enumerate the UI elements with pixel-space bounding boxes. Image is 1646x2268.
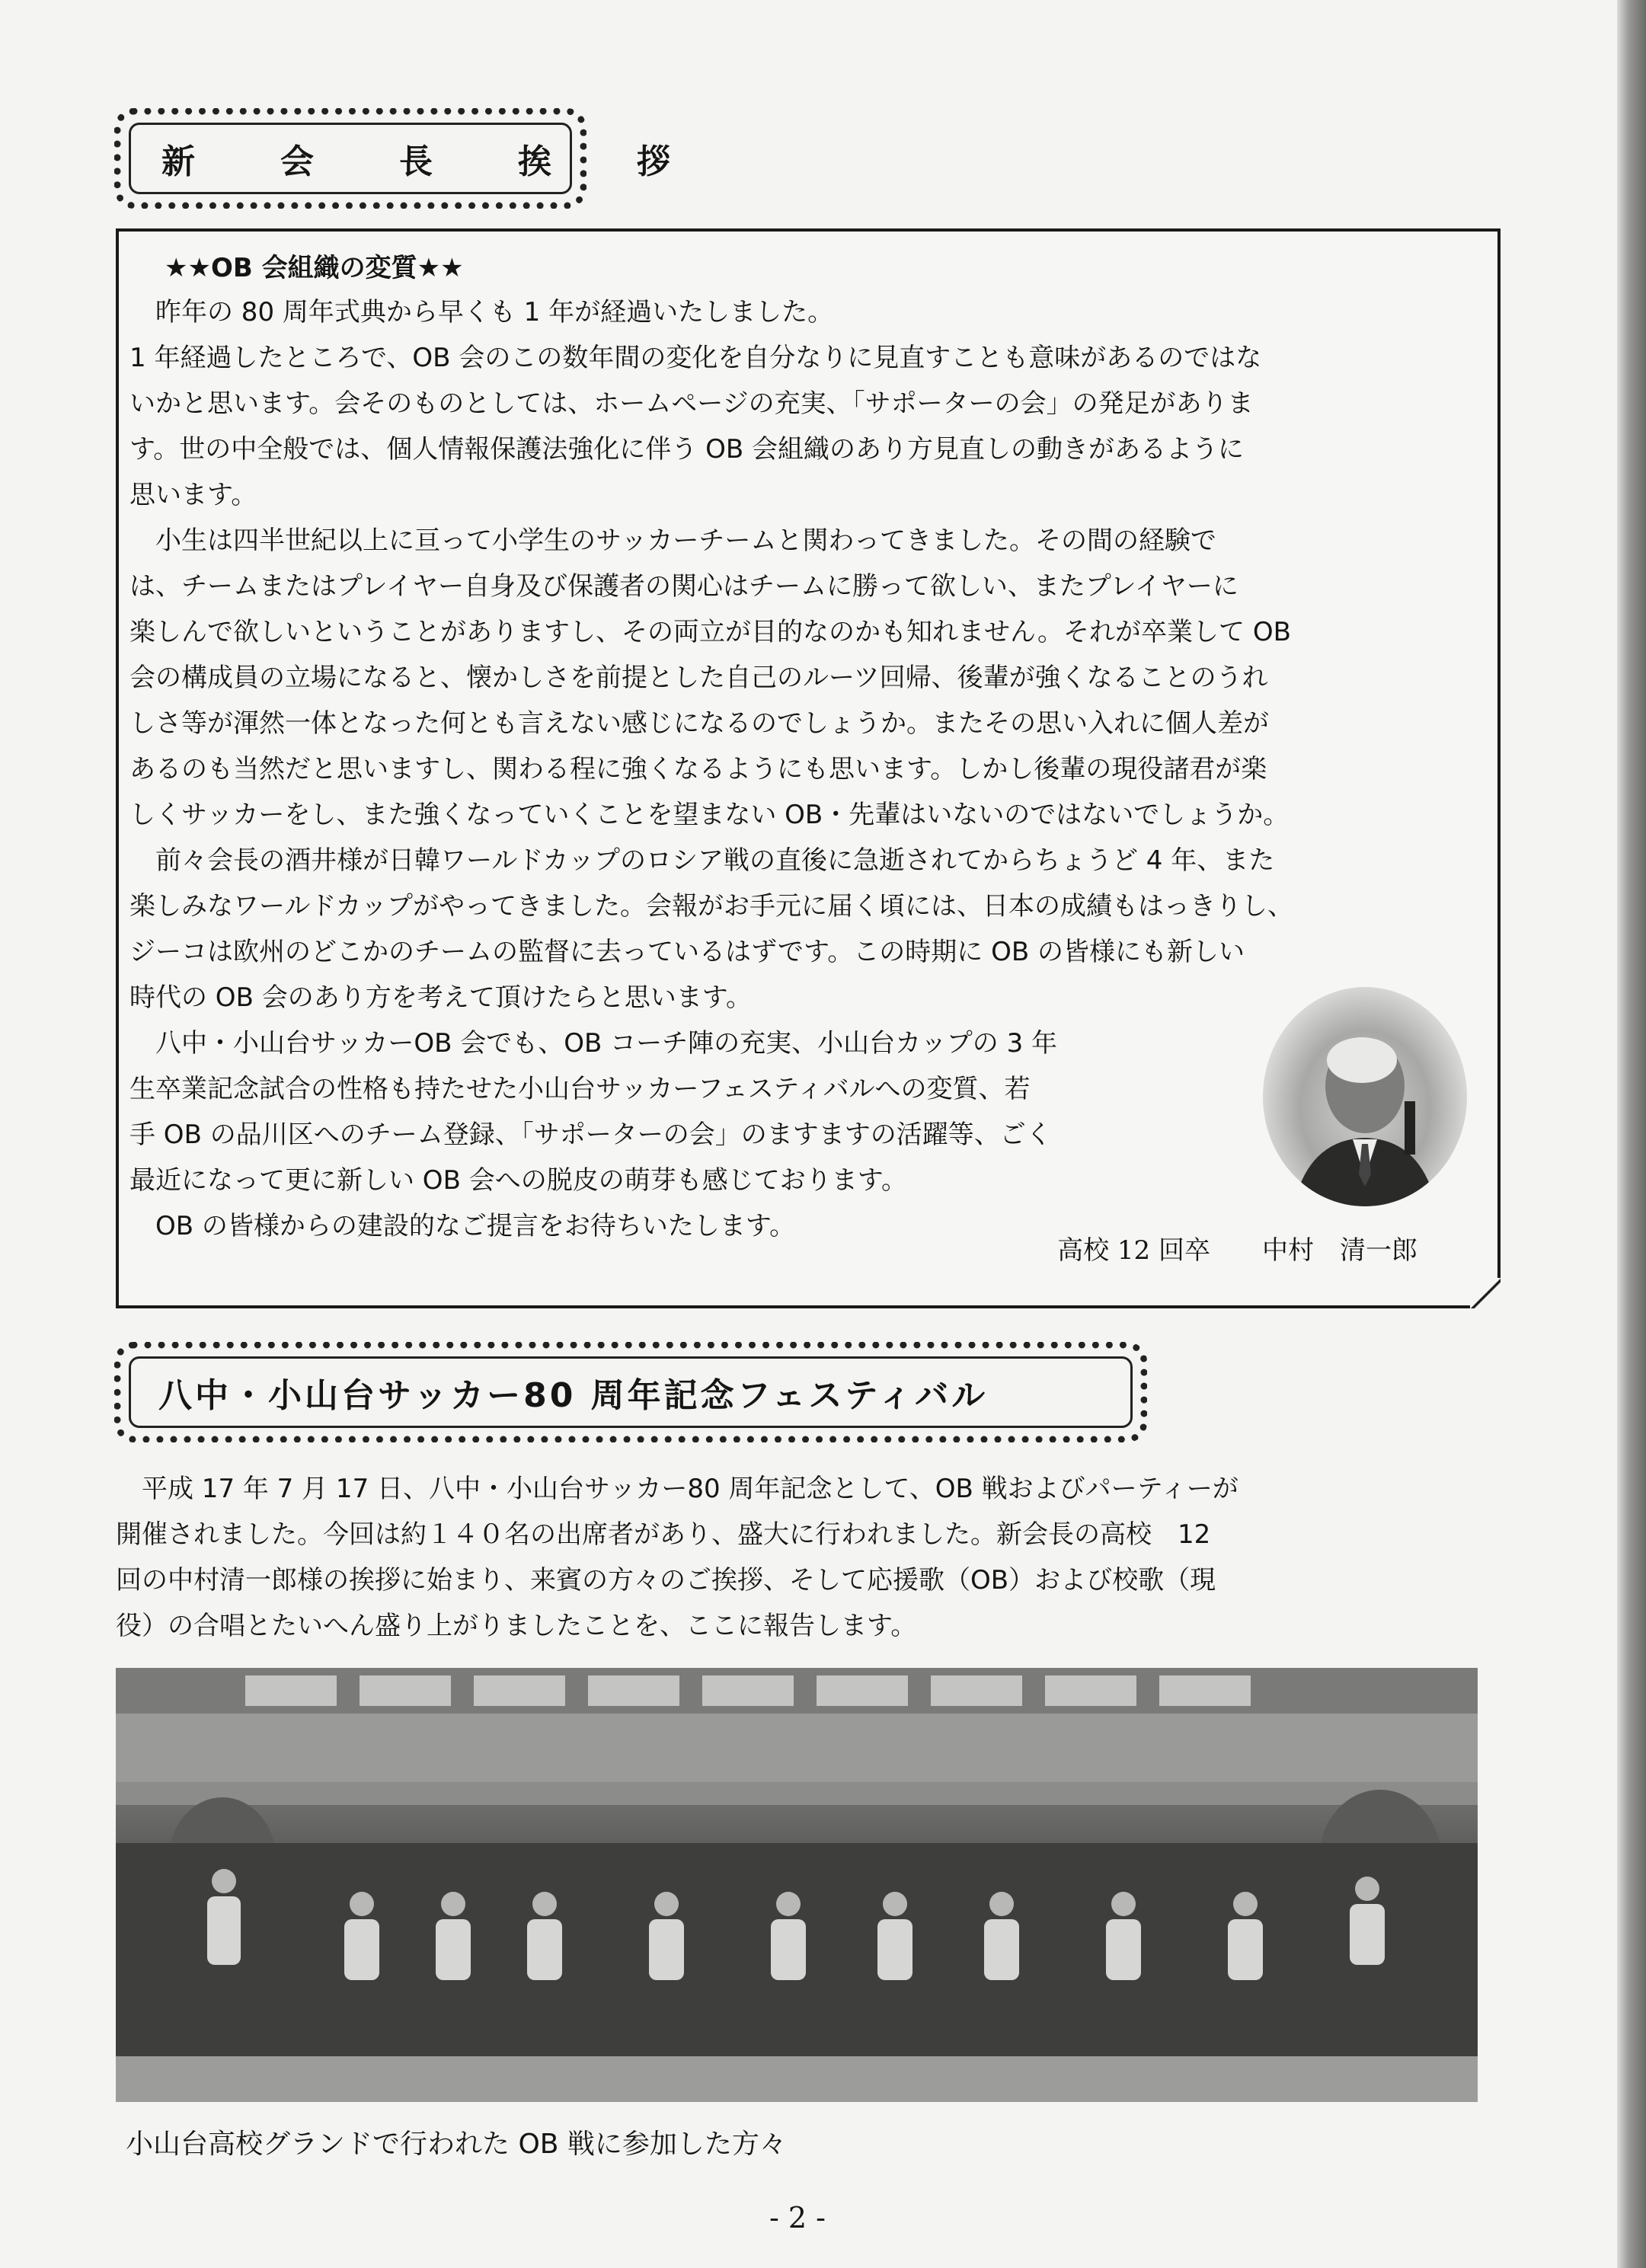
text-line: 前々会長の酒井様が日韓ワールドカップのロシア戦の直後に急逝されてからちょうど 4 年、また xyxy=(129,845,1275,876)
text-line: しくサッカーをし、また強くなっていくことを望まない OB・先輩はいないのではないでしょうか。 xyxy=(129,800,1290,830)
greeting-subheading: ★★OB 会組織の変質★★ xyxy=(165,253,464,283)
text-line: しさ等が渾然一体となった何とも言えない感じになるのでしょうか。またその思い入れに個人差が xyxy=(129,708,1269,739)
section-title-festival: 八中・小山台サッカー80 周年記念フェスティバル xyxy=(158,1376,989,1415)
text-line: 回の中村清一郎様の挨拶に始まり、来賓の方々のご挨拶、そして応援歌（OB）および校歌（現 xyxy=(116,1565,1216,1596)
section-title-new-president: 新 会 長 挨 拶 xyxy=(161,142,696,181)
text-line: す。世の中全般では、個人情報保護法強化に伴う OB 会組織のあり方見直しの動きがあるように xyxy=(129,434,1244,465)
text-line: あるのも当然だと思いますし、関わる程に強くなるようにも思います。しかし後輩の現役諸君が楽 xyxy=(129,754,1267,784)
text-line: OB の皆様からの建設的なご提言をお待ちいたします。 xyxy=(129,1211,796,1241)
text-line: 昨年の 80 周年式典から早くも 1 年が経過いたしました。 xyxy=(129,297,834,327)
section-title-frame xyxy=(114,1342,1147,1442)
page-number: - 2 - xyxy=(769,2201,826,2234)
text-line: 会の構成員の立場になると、懐かしさを前提とした自己のルーツ回帰、後輩が強くなることのうれ xyxy=(129,663,1268,693)
text-line: 開催されました。今回は約１４０名の出席者があり、盛大に行われました。新会長の高校 12 xyxy=(116,1519,1211,1550)
portrait-figure xyxy=(1263,987,1467,1206)
text-line: 八中・小山台サッカーOB 会でも、OB コーチ陣の充実、小山台カップの 3 年 xyxy=(129,1028,1058,1059)
page-edge-shadow xyxy=(1617,0,1646,2268)
text-line: は、チームまたはプレイヤー自身及び保護者の関心はチームに勝って欲しい、またプレイヤーに xyxy=(129,571,1238,602)
text-line: 楽しみなワールドカップがやってきました。会報がお手元に届く頃には、日本の成績もはっきりし、 xyxy=(129,891,1293,922)
text-line: 思います。 xyxy=(129,480,257,510)
section-title-frame xyxy=(114,108,696,209)
text-line: 役）の合唱とたいへん盛り上がりましたことを、ここに報告します。 xyxy=(116,1611,917,1641)
text-line: ジーコは欧州のどこかのチームの監督に去っているはずです。この時期に OB の皆様にも新しい xyxy=(129,937,1245,967)
text-line: いかと思います。会そのものとしては、ホームページの充実、「サポーターの会」の発足がありま xyxy=(129,388,1254,419)
festival-report xyxy=(116,1466,1517,1649)
text-line: 小生は四半世紀以上に亘って小学生のサッカーチームと関わってきました。その間の経験で xyxy=(129,525,1216,556)
group-photo xyxy=(116,1668,1478,2102)
president-portrait-photo xyxy=(1263,987,1467,1206)
text-line: 1 年経過したところで、OB 会のこの数年間の変化を自分なりに見直すことも意味があるのではな xyxy=(129,343,1262,373)
page-fold-corner xyxy=(1470,1278,1501,1308)
greeting-body xyxy=(129,289,1293,1021)
text-line: 平成 17 年 7 月 17 日、八中・小山台サッカー80 周年記念として、OB 戦およびパーティーが xyxy=(116,1474,1238,1504)
text-line: 最近になって更に新しい OB 会への脱皮の萌芽も感じております。 xyxy=(129,1165,907,1196)
author-signature: 高校 12 回卒 中村 清一郎 xyxy=(1057,1235,1417,1266)
group-photo-scene xyxy=(116,1668,1478,2102)
photo-caption: 小山台高校グランドで行われた OB 戦に参加した方々 xyxy=(126,2129,787,2160)
text-line: 時代の OB 会のあり方を考えて頂けたらと思います。 xyxy=(129,982,752,1013)
greeting-body-narrow xyxy=(129,1021,1057,1249)
text-line: 生卒業記念試合の性格も持たせた小山台サッカーフェスティバルへの変質、若 xyxy=(129,1074,1031,1104)
text-line: 手 OB の品川区へのチーム登録、「サポーターの会」のますますの活躍等、ごく xyxy=(129,1120,1052,1150)
text-line: 楽しんで欲しいということがありますし、その両立が目的なのかも知れません。それが卒業して OB xyxy=(129,617,1291,647)
